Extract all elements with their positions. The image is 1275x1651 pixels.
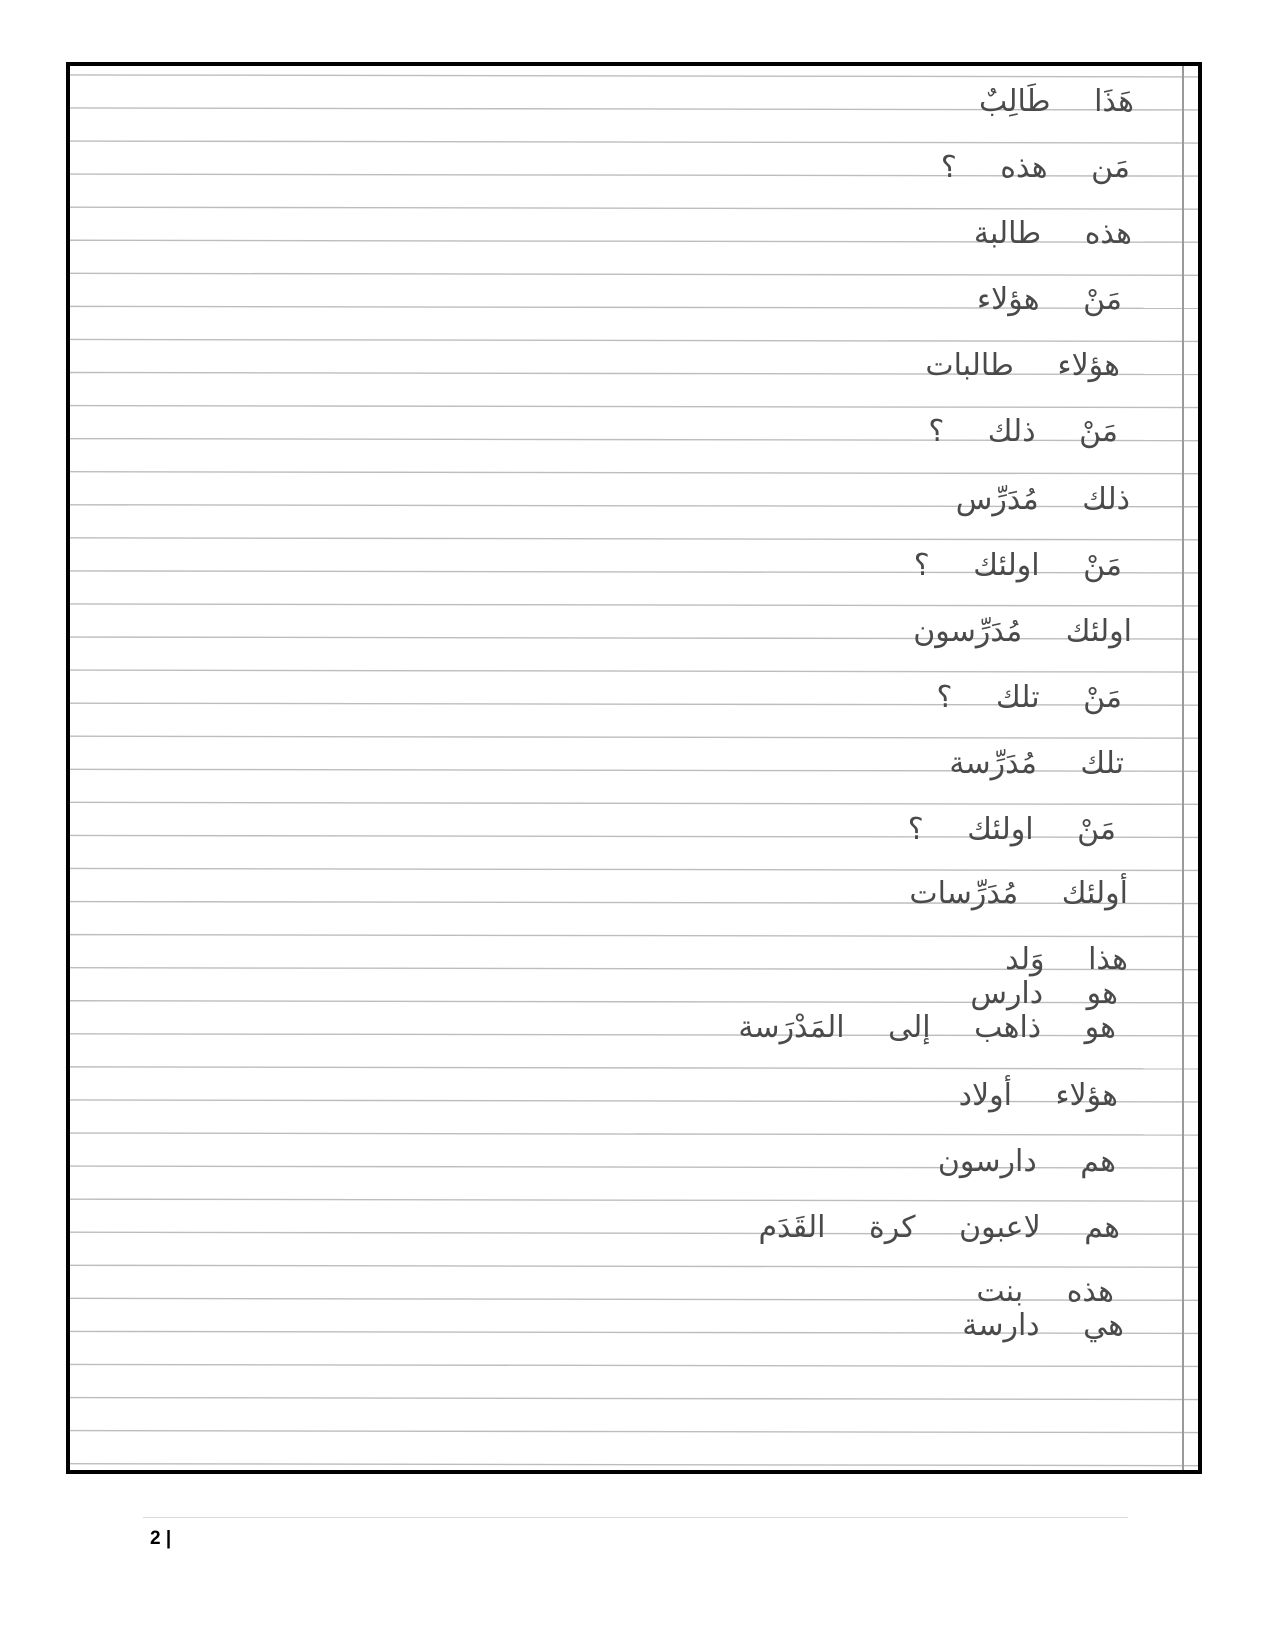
handwritten-line-10: مَنْ تلك ؟ [936, 680, 1122, 715]
handwritten-line-12: مَنْ اولئك ؟ [907, 812, 1116, 847]
handwritten-line-14: هذا وَلد [1005, 942, 1128, 977]
ruled-line [70, 273, 1198, 275]
ruled-line [70, 670, 1198, 672]
handwritten-line-2: مَن هذه ؟ [940, 150, 1130, 185]
ruled-line [70, 207, 1198, 209]
handwritten-line-4: مَنْ هؤلاء [977, 282, 1122, 317]
handwritten-line-5: هؤلاء طالبات [925, 348, 1120, 383]
handwritten-line-7: ذلك مُدَرِّس [955, 482, 1130, 517]
notebook-page [66, 62, 1202, 1474]
handwritten-line-19: هم لاعبون كرة القَدَم [758, 1210, 1120, 1245]
handwritten-line-11: تلك مُدَرِّسة [949, 746, 1124, 781]
margin-line [1182, 66, 1184, 1470]
ruled-line [70, 736, 1198, 738]
ruled-line [70, 1398, 1198, 1400]
footer-rule [143, 1517, 1128, 1518]
handwritten-line-8: مَنْ اولئك ؟ [913, 548, 1122, 583]
handwritten-line-1: هَذَا طَالِبٌ [978, 84, 1134, 119]
ruled-line [70, 1133, 1198, 1135]
handwritten-line-17: هؤلاء أولاد [958, 1078, 1118, 1113]
ruled-line [70, 1464, 1198, 1466]
handwritten-line-13: أولئك مُدَرِّسات [909, 876, 1128, 911]
ruled-line [70, 868, 1198, 870]
ruled-line [70, 1265, 1198, 1267]
ruled-line [70, 141, 1198, 143]
handwritten-line-18: هم دارسون [937, 1144, 1116, 1179]
ruled-line [70, 604, 1198, 606]
ruled-line [70, 935, 1198, 937]
ruled-line [70, 1199, 1198, 1201]
ruled-line [70, 1364, 1198, 1366]
handwritten-line-6: مَنْ ذلك ؟ [928, 414, 1118, 449]
ruled-line [70, 538, 1198, 540]
handwritten-line-3: هذه طالبة [973, 216, 1132, 251]
handwritten-line-20: هذه بنت [976, 1274, 1114, 1309]
ruled-line [70, 1067, 1198, 1069]
page-number: 2 | [150, 1528, 172, 1549]
handwritten-line-15: هو دارس [970, 976, 1118, 1011]
ruled-line [70, 472, 1198, 474]
handwritten-line-16: هو ذاهب إلى المَدْرَسة [738, 1010, 1116, 1045]
handwritten-line-21: هي دارسة [962, 1308, 1124, 1343]
ruled-line [70, 1431, 1198, 1433]
ruled-line [70, 802, 1198, 804]
ruled-line [70, 339, 1198, 341]
ruled-line [70, 75, 1198, 77]
ruled-line [70, 406, 1198, 408]
handwritten-line-9: اولئك مُدَرِّسون [913, 614, 1132, 649]
